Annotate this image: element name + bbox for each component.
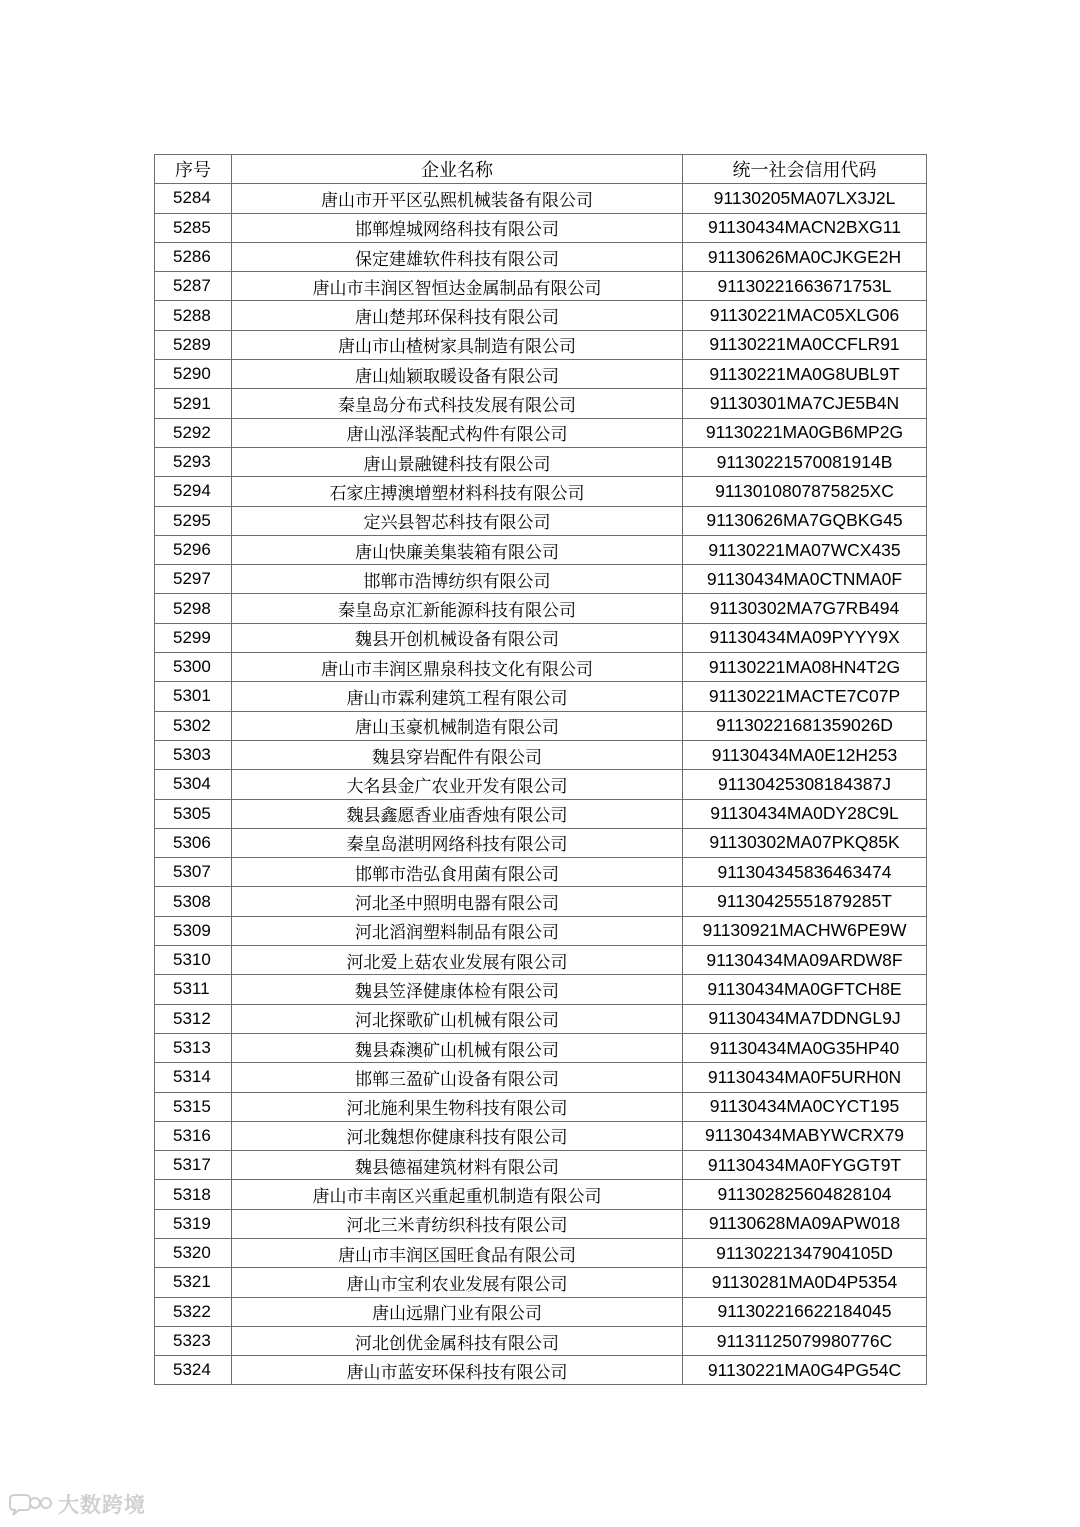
row-credit-code-cell: 911302216622184045 (683, 1297, 927, 1326)
row-credit-code-cell: 91130434MA7DDNGL9J (683, 1004, 927, 1033)
row-company-name-cell: 保定建雄软件科技有限公司 (232, 242, 683, 271)
row-seq-cell: 5304 (155, 770, 232, 799)
row-company-name-cell: 邯郸三盈矿山设备有限公司 (232, 1063, 683, 1092)
row-company-name-cell: 唐山市宝利农业发展有限公司 (232, 1268, 683, 1297)
table-row (155, 1238, 927, 1267)
row-company-name-cell: 唐山市蓝安环保科技有限公司 (232, 1356, 683, 1385)
row-credit-code-cell: 91130626MA0CJKGE2H (683, 242, 927, 271)
row-credit-code-cell: 91130434MA0E12H253 (683, 740, 927, 769)
row-credit-code-cell: 91130221MA0G4PG54C (683, 1356, 927, 1385)
table-row (155, 887, 927, 916)
row-credit-code-cell: 91130628MA09APW018 (683, 1209, 927, 1238)
row-credit-code-cell: 91130221MA0GB6MP2G (683, 418, 927, 447)
row-seq-cell: 5308 (155, 887, 232, 916)
table-row (155, 1151, 927, 1180)
table-row (155, 184, 927, 213)
table-row (155, 447, 927, 476)
row-company-name-cell: 唐山市丰润区国旺食品有限公司 (232, 1238, 683, 1267)
row-seq-cell: 5312 (155, 1004, 232, 1033)
row-company-name-cell: 唐山市开平区弘熙机械装备有限公司 (232, 184, 683, 213)
table-row (155, 653, 927, 682)
table-row (155, 623, 927, 652)
header-credit-code: 统一社会信用代码 (683, 155, 927, 184)
table-row (155, 389, 927, 418)
row-credit-code-cell: 91130221MA08HN4T2G (683, 653, 927, 682)
row-credit-code-cell: 91130434MA0GFTCH8E (683, 975, 927, 1004)
row-credit-code-cell: 9113010807875825XC (683, 477, 927, 506)
row-company-name-cell: 邯郸煌城网络科技有限公司 (232, 213, 683, 242)
row-company-name-cell: 唐山玉豪机械制造有限公司 (232, 711, 683, 740)
table-row (155, 594, 927, 623)
row-company-name-cell: 河北圣中照明电器有限公司 (232, 887, 683, 916)
row-company-name-cell: 魏县穿岩配件有限公司 (232, 740, 683, 769)
table-row (155, 711, 927, 740)
row-seq-cell: 5296 (155, 535, 232, 564)
row-credit-code-cell: 91130221MA0G8UBL9T (683, 360, 927, 389)
table-row (155, 1033, 927, 1062)
row-seq-cell: 5284 (155, 184, 232, 213)
row-company-name-cell: 邯郸市浩博纺织有限公司 (232, 565, 683, 594)
row-credit-code-cell: 91130302MA07PKQ85K (683, 828, 927, 857)
table-row (155, 916, 927, 945)
table-row (155, 1121, 927, 1150)
enterprise-table (154, 154, 927, 1385)
row-company-name-cell: 石家庄搏澳增塑材料科技有限公司 (232, 477, 683, 506)
row-seq-cell: 5301 (155, 682, 232, 711)
table-row (155, 242, 927, 271)
row-seq-cell: 5309 (155, 916, 232, 945)
table-body (155, 184, 927, 1385)
row-seq-cell: 5306 (155, 828, 232, 857)
row-credit-code-cell: 91130221663671753L (683, 272, 927, 301)
table-row (155, 740, 927, 769)
row-seq-cell: 5303 (155, 740, 232, 769)
watermark-text: 大数跨境 (58, 1493, 146, 1517)
table-row (155, 1063, 927, 1092)
row-company-name-cell: 唐山市霖利建筑工程有限公司 (232, 682, 683, 711)
table-row (155, 506, 927, 535)
row-seq-cell: 5293 (155, 447, 232, 476)
table-row (155, 1180, 927, 1209)
row-company-name-cell: 唐山市丰南区兴重起重机制造有限公司 (232, 1180, 683, 1209)
table-row (155, 946, 927, 975)
row-seq-cell: 5314 (155, 1063, 232, 1092)
row-company-name-cell: 秦皇岛京汇新能源科技有限公司 (232, 594, 683, 623)
row-company-name-cell: 定兴县智芯科技有限公司 (232, 506, 683, 535)
row-company-name-cell: 魏县开创机械设备有限公司 (232, 623, 683, 652)
row-company-name-cell: 魏县鑫愿香业庙香烛有限公司 (232, 799, 683, 828)
table-row (155, 301, 927, 330)
table-row (155, 858, 927, 887)
row-company-name-cell: 唐山市山楂树家具制造有限公司 (232, 330, 683, 359)
table-row (155, 535, 927, 564)
row-company-name-cell: 河北魏想你健康科技有限公司 (232, 1121, 683, 1150)
row-company-name-cell: 唐山泓泽装配式构件有限公司 (232, 418, 683, 447)
row-company-name-cell: 河北创优金属科技有限公司 (232, 1326, 683, 1355)
row-seq-cell: 5297 (155, 565, 232, 594)
row-company-name-cell: 唐山灿颖取暖设备有限公司 (232, 360, 683, 389)
row-company-name-cell: 邯郸市浩弘食用菌有限公司 (232, 858, 683, 887)
row-credit-code-cell: 91130434MA0F5URH0N (683, 1063, 927, 1092)
table-row (155, 1297, 927, 1326)
row-seq-cell: 5323 (155, 1326, 232, 1355)
row-seq-cell: 5294 (155, 477, 232, 506)
row-seq-cell: 5289 (155, 330, 232, 359)
table-row (155, 1356, 927, 1385)
row-seq-cell: 5318 (155, 1180, 232, 1209)
row-company-name-cell: 唐山快廉美集装箱有限公司 (232, 535, 683, 564)
row-credit-code-cell: 91130425308184387J (683, 770, 927, 799)
row-credit-code-cell: 91130434MABYWCRX79 (683, 1121, 927, 1150)
table-row (155, 360, 927, 389)
row-seq-cell: 5313 (155, 1033, 232, 1062)
row-seq-cell: 5291 (155, 389, 232, 418)
table-row (155, 975, 927, 1004)
row-credit-code-cell: 911304345836463474 (683, 858, 927, 887)
table-header-row (155, 155, 927, 184)
row-credit-code-cell: 91130434MACN2BXG11 (683, 213, 927, 242)
table-row (155, 1092, 927, 1121)
row-company-name-cell: 河北施利果生物科技有限公司 (232, 1092, 683, 1121)
row-seq-cell: 5315 (155, 1092, 232, 1121)
row-company-name-cell: 魏县德福建筑材料有限公司 (232, 1151, 683, 1180)
row-seq-cell: 5298 (155, 594, 232, 623)
row-seq-cell: 5295 (155, 506, 232, 535)
row-seq-cell: 5321 (155, 1268, 232, 1297)
row-seq-cell: 5317 (155, 1151, 232, 1180)
row-seq-cell: 5302 (155, 711, 232, 740)
table-row (155, 418, 927, 447)
table-row (155, 770, 927, 799)
row-company-name-cell: 秦皇岛分布式科技发展有限公司 (232, 389, 683, 418)
row-seq-cell: 5311 (155, 975, 232, 1004)
row-credit-code-cell: 91130301MA7CJE5B4N (683, 389, 927, 418)
row-company-name-cell: 河北探歌矿山机械有限公司 (232, 1004, 683, 1033)
row-company-name-cell: 魏县笠泽健康体检有限公司 (232, 975, 683, 1004)
table-row (155, 477, 927, 506)
row-seq-cell: 5319 (155, 1209, 232, 1238)
row-company-name-cell: 河北滔润塑料制品有限公司 (232, 916, 683, 945)
table-row (155, 828, 927, 857)
row-seq-cell: 5305 (155, 799, 232, 828)
row-seq-cell: 5285 (155, 213, 232, 242)
table-row (155, 1209, 927, 1238)
row-seq-cell: 5324 (155, 1356, 232, 1385)
row-credit-code-cell: 91130434MA0G35HP40 (683, 1033, 927, 1062)
row-credit-code-cell: 91130302MA7G7RB494 (683, 594, 927, 623)
row-seq-cell: 5286 (155, 242, 232, 271)
row-credit-code-cell: 91130434MA09PYYY9X (683, 623, 927, 652)
row-credit-code-cell: 911302825604828104 (683, 1180, 927, 1209)
row-company-name-cell: 大名县金广农业开发有限公司 (232, 770, 683, 799)
table-row (155, 682, 927, 711)
row-credit-code-cell: 91130434MA09ARDW8F (683, 946, 927, 975)
row-credit-code-cell: 91130434MA0DY28C9L (683, 799, 927, 828)
row-credit-code-cell: 91130221570081914B (683, 447, 927, 476)
row-seq-cell: 5316 (155, 1121, 232, 1150)
row-company-name-cell: 河北爱上菇农业发展有限公司 (232, 946, 683, 975)
chat-bubble-logo-icon (8, 1491, 52, 1517)
table-row (155, 330, 927, 359)
row-credit-code-cell: 91130221MAC05XLG06 (683, 301, 927, 330)
row-seq-cell: 5300 (155, 653, 232, 682)
row-seq-cell: 5287 (155, 272, 232, 301)
table-row (155, 1268, 927, 1297)
table-row (155, 565, 927, 594)
row-seq-cell: 5307 (155, 858, 232, 887)
row-credit-code-cell: 91130425551879285T (683, 887, 927, 916)
row-seq-cell: 5299 (155, 623, 232, 652)
row-credit-code-cell: 91130205MA07LX3J2L (683, 184, 927, 213)
row-credit-code-cell: 91131125079980776C (683, 1326, 927, 1355)
row-credit-code-cell: 91130626MA7GQBKG45 (683, 506, 927, 535)
row-credit-code-cell: 91130221MA0CCFLR91 (683, 330, 927, 359)
row-company-name-cell: 唐山景融键科技有限公司 (232, 447, 683, 476)
row-company-name-cell: 河北三米青纺织科技有限公司 (232, 1209, 683, 1238)
row-credit-code-cell: 91130221MA07WCX435 (683, 535, 927, 564)
header-seq: 序号 (155, 155, 232, 184)
row-credit-code-cell: 91130434MA0FYGGT9T (683, 1151, 927, 1180)
row-credit-code-cell: 91130434MA0CTNMA0F (683, 565, 927, 594)
row-company-name-cell: 唐山远鼎门业有限公司 (232, 1297, 683, 1326)
table-row (155, 799, 927, 828)
row-credit-code-cell: 91130921MACHW6PE9W (683, 916, 927, 945)
row-seq-cell: 5290 (155, 360, 232, 389)
row-seq-cell: 5322 (155, 1297, 232, 1326)
header-company-name: 企业名称 (232, 155, 683, 184)
enterprise-table-container (154, 154, 926, 1385)
table-row (155, 213, 927, 242)
row-credit-code-cell: 91130221347904105D (683, 1238, 927, 1267)
row-credit-code-cell: 91130221MACTE7C07P (683, 682, 927, 711)
row-seq-cell: 5292 (155, 418, 232, 447)
table-row (155, 1326, 927, 1355)
row-company-name-cell: 魏县森澳矿山机械有限公司 (232, 1033, 683, 1062)
row-seq-cell: 5320 (155, 1238, 232, 1267)
row-credit-code-cell: 91130221681359026D (683, 711, 927, 740)
table-row (155, 272, 927, 301)
row-company-name-cell: 唐山市丰润区智恒达金属制品有限公司 (232, 272, 683, 301)
row-company-name-cell: 秦皇岛湛明网络科技有限公司 (232, 828, 683, 857)
row-credit-code-cell: 91130434MA0CYCT195 (683, 1092, 927, 1121)
table-row (155, 1004, 927, 1033)
row-seq-cell: 5310 (155, 946, 232, 975)
row-company-name-cell: 唐山市丰润区鼎泉科技文化有限公司 (232, 653, 683, 682)
row-company-name-cell: 唐山楚邦环保科技有限公司 (232, 301, 683, 330)
watermark (8, 1489, 146, 1519)
row-credit-code-cell: 91130281MA0D4P5354 (683, 1268, 927, 1297)
row-seq-cell: 5288 (155, 301, 232, 330)
